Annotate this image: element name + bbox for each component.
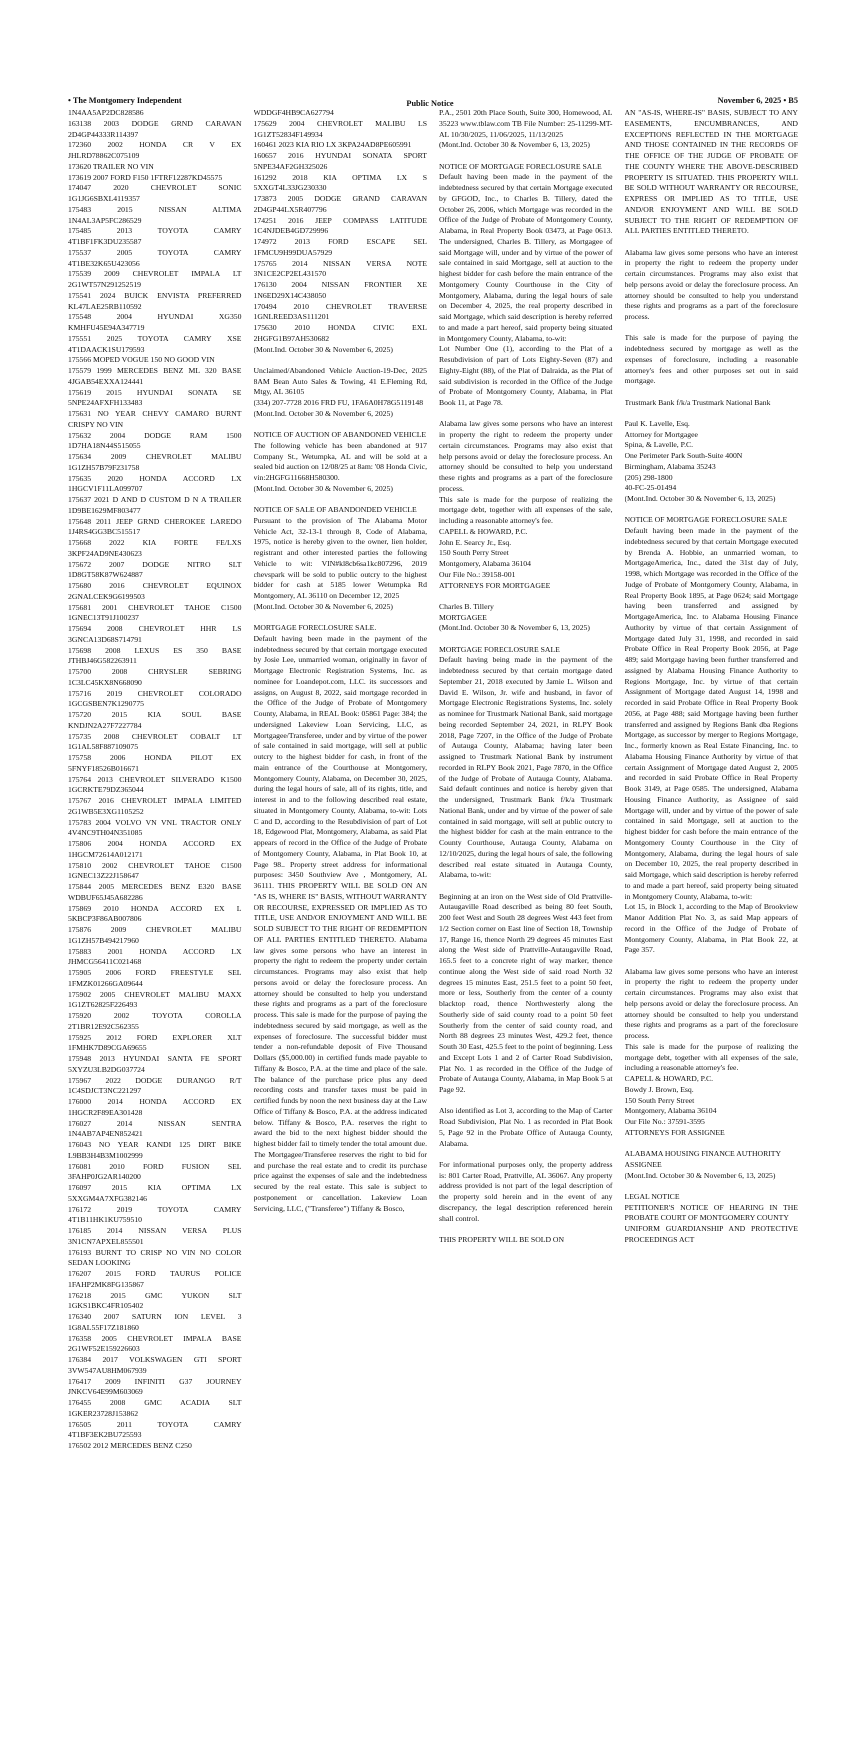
mortgage-foreclosure-notice-lee: MORTGAGE FORECLOSURE SALE. Default having been made in the payment of the indebtedness secured by that certain mortgage executed by Josie Lee, unmarried woman, originally in favor of Mortgage Electronic Registration Systems, Inc. as nominee for Loandepot.com, LLC. its successors and assigns, on August 8, 2022, said mortgage recorded in the Office of the Judge of Probate of Montgomery County, Alabama, in REAL Book: 05861 Page: 384; the undersigned Lakeview Loan Servicing, LLC, as Mortgagee/Transferee, under and by virtue of the power of sale contained in said mortgage, will sell at public outcry to the highest bidder for cash, in front of the main entrance of the Courthouse at Montgomery, Montgomery County, Alabama, on December 30, 2025, during the legal hours of sale, all of its rights, title, and interest in and to the following described real estate, situated in Montgomery County, Alabama, to-wit: Lots C and D, according to the Resubdivision of part of Lot 18, Edgewood Plat, Montgomery, Alabama, as said Plat appears of record in the Office of the Judge of Probate of Montgomery County, Alabama, in Plat Book 10, at Page 98.. Property street address for informational purposes: 3450 Southview Ave , Montgomery, AL 36111. THIS PROPERTY WILL BE SOLD ON AN "AS IS, WHERE IS" BASIS, WITHOUT WARRANTY OR RECOURSE, EXPRESSED OR IMPLIED AS TO TITLE, USE AND/OR ENJOYMENT AND WILL BE SOLD SUBJECT TO THE RIGHT OF REDEMPTION OF ALL PARTIES ENTITLED THERETO. Alabama law gives some persons who have an interest in property the right to redeem the property under certain circumstances. Programs may also exist that help persons avoid or delay the foreclosure process. An attorney should be consulted to help you understand these rights and programs as a part of the foreclosure process. This sale is made for the purpose of paying the indebtedness secured by said mortgage, as well as the expenses of foreclosure. The successful bidder must tender a non-refundable deposit of Five Thousand Dollars ($5,000.00) in certified funds made payable to Tiffany & Bosco, P.A. at the time and place of the sale. The balance of the purchase price plus any deed recording costs and transfer taxes must be paid in certified funds by noon the next business day at the Law Office of Tiffany & Bosco, P.A. at the address indicated below. Tiffany & Bosco, P.A. reserves the right to award the bid to the next highest bidder should the highest bidder fail to timely tender the total amount due. The Mortgagee/Transferee reserves the right to bid for and purchase the real estate and to credit its purchase price against the expenses of sale and the indebtedness secured by the real estate. This sale is subject to postponement or cancellation. Lakeview Loan Servicing, LLC, ("Transferee") Tiffany & Bosco,	[253, 623, 427, 1213]
attorney-signature-block: Paul K. Lavelle, Esq. Attorney for Mortgagee Spina, & Lavelle, P.C. One Perimeter Park South-Suite 400N Birmingham, Alabama 35243 (205) 298-1800 40-FC-25-01494 (Mont.Ind. October 30 & November 6, 13, 2025)	[624, 418, 776, 503]
lot-identification-paragraph: Also identified as Lot 3, according to the Map of Carter Road Subdivision, Plat No. 1 as recorded in Plat Book 5, Page 92 in the Probate Office of Autauga County, Alabama.	[439, 1106, 613, 1148]
column-4	[625, 108, 799, 1736]
redemption-and-attorneys: Alabama law gives some persons who have an interest in property the right to redeem the property under certain circumstances. Programs may also exist that help persons avoid or delay the foreclosure process. An attorney should be consulted to help you understand these rights and programs as a part of the foreclosure process. This sale is made for the purpose of realizing the mortgage debt, together with all expenses of the sale, including a reasonable attorney's fee. CAPELL & HOWARD, P.C. Bowdy J. Brown, Esq. 150 South Perry Street Montgomery, Alabama 36104 Our File No.: 37591-3595 ATTORNEYS FOR ASSIGNEE	[624, 966, 798, 1137]
column-1	[68, 108, 242, 1736]
redemption-rights-paragraph: Alabama law gives some persons who have an interest in property the right to redeem the property under certain circumstances. Programs may also exist that help persons avoid or delay the foreclosure process. An attorney should be consulted to help you understand these rights and programs as a part of the foreclosure process.	[624, 247, 798, 321]
column-3	[439, 108, 613, 1736]
issue-date-page: November 6, 2025 • B5	[717, 96, 798, 105]
sale-terms-start: THIS PROPERTY WILL BE SOLD ON	[439, 1234, 565, 1244]
property-address-paragraph: For informational purposes only, the property address is: 801 Carter Road, Prattville, AL 36067. Any property address provided is not part of the legal description of the property sold herein and in the event of any discrepancy, the legal description referenced herein shall control.	[439, 1159, 613, 1223]
bank-name: Trustmark Bank f/k/a Trustmark National Bank	[624, 397, 771, 407]
notice-columns	[68, 108, 798, 1736]
mortgagee-signature: Charles B. Tillery MORTGAGEE (Mont.Ind. October 30 & November 6, 13, 2025)	[439, 601, 590, 633]
publication-name: • The Montgomery Independent	[68, 96, 182, 105]
redemption-rights-paragraph: Alabama law gives some persons who have an interest in property the right to redeem the property under certain circumstances. Programs may also exist that help persons avoid or delay the foreclosure process. An attorney should be consulted to help you understand these rights and programs as a part of the foreclosure process. This sale is made for the purpose of realizing the mortgage debt, together with all expenses of the sale, including a reasonable attorney's fee. CAPELL & HOWARD, P.C. John E. Searcy Jr., Esq. 150 South Perry Street Montgomery, Alabama 36104 Our File No.: 39158-001 ATTORNEYS FOR MORTGAGEE	[439, 419, 613, 590]
sale-purpose-paragraph: This sale is made for the purpose of paying the indebtedness secured by mortgage as well as the expenses of foreclosure, including a reasonable attorney's fees and other purposes set out in said mortgage.	[624, 333, 798, 386]
abandoned-vehicle-auction-notice: NOTICE OF AUCTION OF ABANDONED VEHICLE The following vehicle has been abandoned at 917 Company St., Wetumpka, AL and will be sold at a sealed bid auction on 12/08/25 at 8am: '08 Honda Civic, vin:2HGFG11668H580300. (Mont.Ind. October 30 & November 6, 2025)	[253, 430, 427, 493]
as-is-terms: AN "AS-IS, WHERE-IS" BASIS, SUBJECT TO ANY EASEMENTS, ENCUMBRANCES, AND EXCEPTIONS REFLECTED IN THE MORTGAGE AND THOSE CONTAINED IN THE RECORDS OF THE OFFICE OF THE JUDGE OF PROBATE OF THE COUNTY WHERE THE ABOVE-DESCRIBED PROPERTY IS SITUATED. THIS PROPERTY WILL BE SOLD WITHOUT WARRANTY OR RECOURSE, EXPRESS OR IMPLIED AS TO TITLE, USE AND/OR ENJOYMENT AND WILL BE SOLD SUBJECT TO THE RIGHT OF REDEMPTION OF ALL PARTIES ENTITLED THERETO.	[624, 108, 798, 236]
vehicle-list-part-1: 1N4AA5AP2DC828586 163138 2003 DODGE GRND CARAVAN 2D4GP44333R114397 172360 2002 HONDA CR V EX JHLRD78862C075109 173620 TRAILER NO VIN 173619 2007 FORD F150 1FTRF12287KD45575 174047 2020 CHEVROLET SONIC 1G1JG6SBXL4119357 175483 2015 NISSAN ALTIMA 1N4AL3AP5FC286529 175485 2013 TOYOTA CAMRY 4T1BF1FK3DU235587 175537 2005 TOYOTA CAMRY 4T1BE32K65U423056 175539 2009 CHEVROLET IMPALA LT 2G1WT57N291252519 175541 2024 BUICK ENVISTA PREFERRED KL47LAE25RB110592 175548 2004 HYUNDAI XG350 KMHFU45E94A347719 175551 2025 TOYOTA CAMRY XSE 4T1DAACK1SU179593 175566 MOPED VOGUE 150 NO GOOD VIN 175579 1999 MERCEDES BENZ ML 320 BASE 4JGAB54EXXA124441 175619 2015 HYUNDAI SONATA SE 5NPE24AFXFH133483 175631 NO YEAR CHEVY CAMARO BURNT CRISPY NO VIN 175632 2004 DODGE RAM 1500 1D7HA18N44S515055 175634 2009 CHEVROLET MALIBU 1G1ZH57B79F231758 175635 2020 HONDA ACCORD LX 1HGCV1F11LA099707 175637 2021 D AND D CUSTOM D N A TRAILER 1D9BE1629MF803477 175648 2011 JEEP GRND CHEROKEE LAREDO 1J4RS4GG3BC515517 175668 2022 KIA FORTE FE/LXS 3KPF24AD9NE430623 175672 2007 DODGE NITRO SLT 1D8GT58K87W624887 175680 2016 CHEVROLET EQUINOX 2GNALCEK9G6199503 175681 2001 CHEVROLET TAHOE C1500 1GNEC13T91J100237 175694 2008 CHEVROLET HHR LS 3GNCA13D68S714791 175698 2008 LEXUS ES 350 BASE JTHBJ46G582263911 175700 2008 CHRYSLER SEBRING 1C3LC45KX8N668090 175716 2019 CHEVROLET COLORADO 1GCGSBEN7K1290775 175720 2015 KIA SOUL BASE KNDJN2A27F7227784 175735 2008 CHEVROLET COBALT LT 1G1AL58F887109075 175758 2006 HONDA PILOT EX 5FNYF18526B016671 175764 2013 CHEVROLET SILVERADO K1500 1GCRKTE79DZ365044 175767 2016 CHEVROLET IMPALA LIMITED 2G1WB5E3XG1105252 175783 2004 VOLVO VN VNL TRACTOR ONLY 4V4NC9TH04N351085 175806 2004 HONDA ACCORD EX 1HGCM72614A012171 175810 2002 CHEVROLET TAHOE C1500 1GNEC13Z22J158647 175844 2005 MERCEDES BENZ E320 BASE WDBUF65J45A682286 175869 2010 HONDA ACCORD EX L 5KBCP3F86AB007806 175876 2009 CHEVROLET MALIBU 1G1ZH57B494217960 175883 2001 HONDA ACCORD LX JHMCG56411C021468 175905 2006 FORD FREESTYLE SEL 1FMZK01266GA09644 175902 2005 CHEVROLET MALIBU MAXX 1G1ZT62825F226493 175920 2002 TOYOTA COROLLA 2T1BR12E92C562355 175925 2012 FORD EXPLORER XLT 1FMHK7D89CGA69655 175948 2013 HYUNDAI SANTA FE SPORT 5XYZU3LB2DG037724 175967 2022 DODGE DURANGO R/T 1C4SDJCT3NC221297 176000 2014 HONDA ACCORD EX 1HGCR2F89EA301428 176027 2014 NISSAN SENTRA 1N4AB7AP4EN852421 176043 NO YEAR KANDI 125 DIRT BIKE L9BB3H4B3M1002999 176081 2010 FORD FUSION SEL 3FAHP0JG2AR140200 176097 2015 KIA OPTIMA LX 5XXGM4A7XFG382146 176172 2019 TOYOTA CAMRY 4T1B11HK1KU759510 176185 2014 NISSAN VERSA PLUS 3N1CN7APXEL855501 176193 BURNT TO CRISP NO VIN NO COLOR SEDAN LOOKING 176207 2015 FORD TAURUS POLICE 1FAHP2MK8FG135867 176218 2015 GMC YUKON SLT 1GKS1BKC4FR105402 176340 2007 SATURN ION LEVEL 3 1G8AL55F17Z181860 176358 2005 CHEVROLET IMPALA BASE 2G1WF52E159226603 176384 2017 VOLKSWAGEN GTI SPORT 3VW547AU8HM067939 176417 2009 INFINITI G37 JOURNEY JNKCV64E99M603069 176455 2008 GMC ACADIA SLT 1GKER23728J153862 176505 2011 TOYOTA CAMRY 4T1BF3EK2BU725593 176502 2012 MERCEDES BENZ C250	[68, 108, 242, 1450]
foreclosure-notice-gfgod: NOTICE OF MORTGAGE FORECLOSURE SALE Default having been made in the payment of the indebtedness secured by that certain Mortgage executed by GFGOD, Inc., to Charles B. Tillery, dated the October 26, 2006, which Mortgage was recorded in the Office of the Judge of Probate of Montgomery County, Alabama, in Real Property Book 03473, at Page 0613. The undersigned, Charles B. Tillery, as Mortgagee of said Mortgage will, under and by virtue of the power of sale contained in said Mortgage, sell at auction to the highest bidder for cash before the main entrance of the Montgomery County Courthouse in the City of Montgomery, Alabama, during the legal hours of sale on December 4, 2025, the real property described in said Mortgage, which said description is hereby referred to and made a part hereof, said property being situated in Montgomery County, Alabama, to-wit: Lot Number One (1), according to the Plat of a Resubdivision of part of Lots Eighty-Seven (87) and Eighty-Eight (88), of the Plat of Dalraida, as the Plat of said subdivision is recorded in the Office of the Judge of Probate of Montgomery County, Alabama, in Plat Book 11, at Page 78.	[439, 161, 613, 407]
tiffany-bosco-contact: P.A., 2501 20th Place South, Suite 300, Homewood, AL 35223 www.tblaw.com TB File Number: 25-11299-MT-AL 10/30/2025, 11/06/2025, 11/13/2025 (Mont.Ind. October 30 & November 6, 13, 2025)	[439, 108, 613, 150]
foreclosure-notice-hobbie: NOTICE OF MORTGAGE FORECLOSURE SALE Default having been made in the payment of the indebtedness secured by that certain Mortgage executed by Brenda A. Hobbie, an unmarried woman, to MortgageAmerica, Inc., dated the 31st day of July, 1998, which Mortgage was recorded in the Office of the Judge of Probate of Montgomery County, Alabama, in Real Property Book 1895, at Page 0624; said Mortgage having been transferred and assigned by MortgageAmerica, Inc. to Alabama Housing Finance Authority by virtue of that certain Assignment of Mortgage dated July 31, 1998, and recorded in said Probate Office in Real Property Book 2056, at Page 489; said Mortgage having been further transferred and assigned by Alabama Housing Finance Authority to Regions Mortgage, Inc. by virtue of that certain Assignment of Mortgage dated August 14, 1998 and recorded in said Probate Office in Real Property Book 2056, at Page 488; said Mortgage having been further transferred and assigned by Regions Bank dba Regions Mortgage, as successor by merger to Regions Mortgage, Inc., formerly known as Real Estate Financing, Inc. to Alabama Housing Finance Authority by virtue of that certain Assignment of Mortgage dated August 2, 2005 and recorded in said Probate Office in Real Property Book 3149, at Page 0585. The undersigned, Alabama Housing Finance Authority, as Assignee of said Mortgage will, under and by virtue of the power of sale contained in said Mortgage, sell at auction to the highest bidder for cash before the main entrance of the Montgomery County Courthouse in the City of Montgomery, Alabama, during the legal hours of sale on December 10, 2025, the real property described in said Mortgage, which said description is hereby referred to and made a part hereof, said property being situated in Montgomery County, Alabama, to-wit: Lot 15, in Block 1, according to the Map of Brookview Manor Addition Plat No. 3, as said Map appears of record in the Office of the Judge of Probate of Montgomery County, Alabama, in Plat Book 22, at Page 357.	[624, 515, 798, 955]
legal-description-paragraph: Beginning at an iron on the West side of Old Prattville-Autaugaville Road described as being 80 feet South, 200 feet West and South 28 degrees West 443 feet from 1/2 Section corner on East line of Section 18, Township 17, Range 16, thence North 29 degrees 45 minutes East along the West side of Prattville-Autaugaville Road, 165.5 feet to a concrete right of way marker, thence continue along the West side of said road North 32 degrees 15 minutes East, 251.5 feet to a point 50 feet, more or less, Southerly from the center of a county blacktop road, thence Northwesterly along the Southerly side of said county road to a point 50 feet Southerly from the center of said county road, and North 88 degrees 23 minutes West, 429.2 feet, thence South 30 East, 425.5 feet to the point of beginning. Less and Except Lots 1 and 2 of Carter Road Subdivision, Plat No. 1 as recorded in the Office of the Judge of Probate of Autauga County, Alabama, in Map Book 5 at Page 92.	[439, 891, 613, 1094]
assignee-signature: ALABAMA HOUSING FINANCE AUTHORITY ASSIGNEE (Mont.Ind. October 30 & November 6, 13, 2025)	[624, 1149, 782, 1180]
unclaimed-vehicle-auction-notice: Unclaimed/Abandoned Vehicle Auction-19-Dec, 2025 8AM Bean Auto Sales & Towing, 41 E.Fleming Rd, Mtgy, AL 36105 (334) 207-7728 2016 FRD FU, 1FA6A0H78G5119148 (Mont.Ind. October 30 & November 6, 2025)	[253, 365, 427, 418]
abandoned-vehicle-sale-notice: NOTICE OF SALE OF ABANDONDED VEHICLE Pursuant to the provision of The Alabama Motor Vehicle Act, 32-13-1 through 8, Code of Alabama, 1975, notice is hereby given to the owner, lien holder, registrant and other interested parties the following Vehicle to wit: VIN#kl8cb6sa1kc807296, 2019 chevspark will be sold to public outcry to the highest bidder for cash at 5185 lower Wetumpka Rd Montgomery, AL 36110 on December 12, 2025 (Mont.Ind. October 30 & November 6, 2025)	[253, 505, 427, 611]
legal-notice-heading: LEGAL NOTICE PETITIONER'S NOTICE OF HEARING IN THE PROBATE COURT OF MONTGOMERY COUNTY UNIFORM GUARDIANSHIP AND PROTECTIVE PROCEEDINGS ACT	[624, 1191, 798, 1244]
foreclosure-notice-wilson: MORTGAGE FORECLOSURE SALE Default having being made in the payment of the indebtedness secured by that certain mortgage dated September 21, 2018 executed by Jamie L. Wilson and David E. Wilson, Jr. wife and husband, in favor of Mortgage Electronic Registrations Systems, Inc. solely as nominee for Trustmark National Bank, said mortgage being recorded September 24, 2021, in RLPY Book 2018, Page 7207, in the Office of the Judge of Probate of Autauga County, Alabama; having later been assigned to Trustmark National Bank by instrument recorded in RLPY Book 2021, Page 7870, in the Office of the Judge of Probate of Autauga County, Alabama. Said default continues and notice is hereby given that the undersigned, Trustmark Bank f/k/a Trustmark National Bank, under and by virtue of the power of sale contained in said mortgage, will sell at public outcry to the highest bidder for cash at the main entrance to the County Courthouse, Autauga County, Alabama on 12/10/2025, during the legal hours of sale, the following described real estate situated in Autauga County, Alabama, to-wit:	[439, 644, 613, 880]
vehicle-list-part-2: WDDGF4HB9CA627794 175629 2004 CHEVROLET MALIBU LS 1G1ZT52834F149934 160461 2023 KIA RIO LX 3KPA24AD8PE605991 160657 2016 HYUNDAI SONATA SPORT 5NPE34AF2GH325026 161292 2018 KIA OPTIMA LX S 5XXGT4L33JG230330 173873 2005 DODGE GRAND CARAVAN 2D4GP44LX5R407796 174251 2016 JEEP COMPASS LATITUDE 1C4NJDEB4GD729996 174972 2013 FORD ESCAPE SEL 1FMCU9H99DUA57929 175765 2014 NISSAN VERSA NOTE 3N1CE2CP2EL431570 176130 2004 NISSAN FRONTIER XE 1N6ED29X14C438050 170494 2010 CHEVROLET TRAVERSE 1GNLREED3AS111201 175630 2010 HONDA CIVIC EXL 2HGFG1B97AH530682 (Mont.Ind. October 30 & November 6, 2025)	[253, 108, 427, 354]
section-title: Public Notice	[406, 99, 454, 108]
column-2	[254, 108, 428, 1736]
